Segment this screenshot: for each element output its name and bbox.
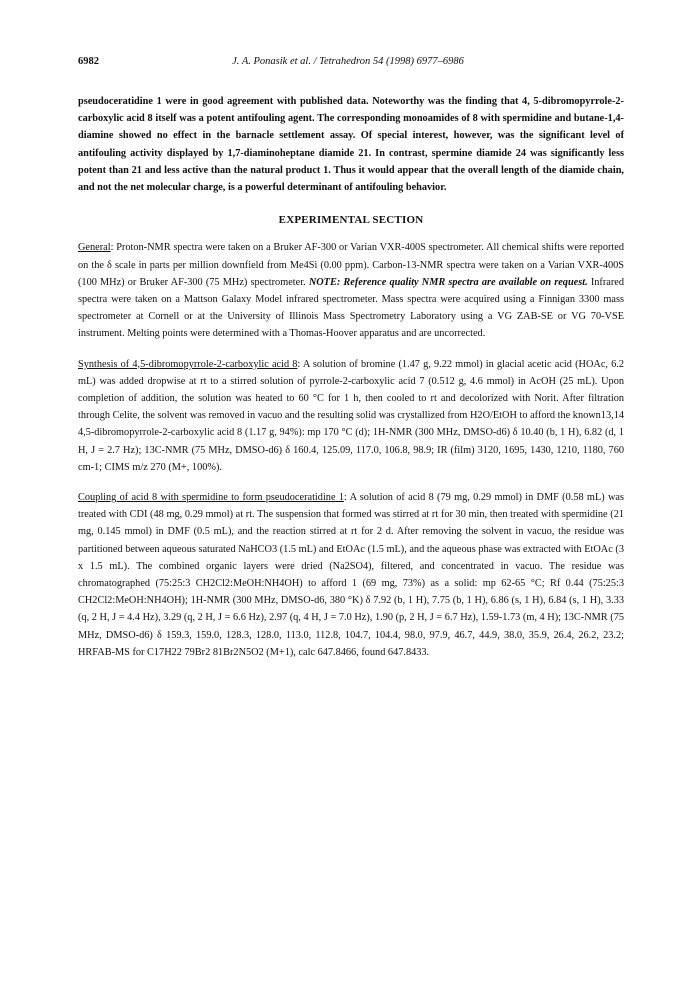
- section-heading: EXPERIMENTAL SECTION: [278, 214, 424, 227]
- coupling-paragraph: [78, 489, 624, 661]
- general-paragraph: [78, 239, 624, 342]
- synthesis-lead: Synthesis of 4,5-dibromopyrrole-2-carboxylic acid 8: [78, 358, 298, 370]
- general-lead: General: [78, 242, 111, 254]
- coupling-text: : A solution of acid 8 (79 mg, 0.29 mmol) in DMF (0.58 mL) was treated with CDI (48 mg, 0.29 mmol) at rt. The suspension that formed was stirred at rt for 30 min, then treated with spermidine (21 mg, 0.145 mmol) in DMF (0.5 mL), and the reaction stirred at rt for 2 d. After removing the solvent in vacuo, the residue was partitioned between aqueous saturated NaHCO3 (1.5 mL) and EtOAc (1.5 mL), and the aqueous phase was extracted with EtOAc (3 x 1.5 mL). The combined organic layers were dried (Na2SO4), filtered, and concentrated in vacuo. The residue was chromatographed (75:25:3 CH2Cl2:MeOH:NH4OH) to afford 1 (69 mg, 73%) as a solid: mp 62-65 °C; Rf 0.44 (75:25:3 CH2Cl2:MeOH:NH4OH); 1H-NMR (300 MHz, DMSO-d6, 380 °K) δ 7.92 (b, 1 H), 7.75 (b, 1 H), 6.86 (s, 1 H), 6.84 (s, 1 H), 3.33 (q, 2 H, J = 4.4 Hz), 3.29 (q, 2 H, J = 6.6 Hz), 2.97 (q, 4 H, J = 7.0 Hz), 1.90 (p, 2 H, J = 6.7 Hz), 1.59-1.73 (m, 4 H); 13C-NMR (75 MHz, DMSO-d6) δ 159.3, 159.0, 128.3, 128.0, 113.0, 112.8, 104.7, 104.4, 98.0, 97.9, 46.7, 44.9, 38.0, 35.9, 26.4, 26.2, 23.2; HRFAB-MS for C17H22 79Br2 81Br2N5O2 (M+1), calc 647.8466, found 647.8433.: [78, 492, 624, 658]
- page-header: [78, 56, 618, 72]
- intro-paragraph: pseudoceratidine 1 were in good agreement with published data. Noteworthy was the finding that 4, 5-dibromopyrrole-2-carboxylic acid 8 itself was a potent antifouling agent. The corresponding monoamides of 8 with spermidine and butane-1,4-diamine showed no effect in the barnacle settlement assay. Of special interest, however, was the significant level of antifouling activity displayed by 1,7-diaminoheptane diamide 21. In contrast, spermine diamide 24 was significantly less potent than 21 and less active than the natural product 1. Thus it would appear that the overall length of the diamide chain, and not the net molecular charge, is a powerful determinant of antifouling behavior.: [78, 96, 624, 194]
- body-text: [78, 93, 624, 674]
- general-text-b: Infrared spectra were taken on a Mattson Galaxy Model infrared spectrometer. Mass spectra were acquired using a Finnigan 3300 mass spectrometer at Cornell or at the University of Illinois Mass Spectrometry Laboratory using a VG ZAB-SE or VG 70-VSE instrument. Melting points were determined with a Thomas-Hoover apparatus and are uncorrected.: [78, 276, 625, 340]
- general-text-a: : Proton-NMR spectra were taken on a Bruker AF-300 or Varian VXR-400S spectrometer. All chemical shifts were reported on the δ scale in parts per million downfield from Me4Si (0.00 ppm). Carbon-13-NMR spectra were taken on a Varian VXR-400S (100 MHz) or Bruker AF-300 (75 MHz) spectrometer.: [78, 242, 624, 288]
- page-number: 6982: [78, 56, 99, 67]
- nmr-note: NOTE: Reference quality NMR spectra are available on request.: [308, 276, 588, 288]
- coupling-lead: Coupling of acid 8 with spermidine to form pseudoceratidine 1: [78, 492, 344, 504]
- synthesis-text: : A solution of bromine (1.47 g, 9.22 mmol) in glacial acetic acid (HOAc, 6.2 mL) was added dropwise at rt to a stirred solution of pyrrole-2-carboxylic acid 7 (0.512 g, 4.6 mmol) in AcOH (25 mL). Upon completion of addition, the solution was heated to 60 °C for 1 h, then cooled to rt and decolorized with Norit. After filtration through Celite, the solvent was removed in vacuo and the resulting solid was crystallized from H2O/EtOH to afford the known13,14 4,5-dibromopyrrole-2-carboxylic acid 8 (1.17 g, 94%): mp 170 °C (d); 1H-NMR (300 MHz, DMSO-d6) δ 10.40 (b, 1 H), 6.82 (d, 1 H, J = 2.7 Hz); 13C-NMR (75 MHz, DMSO-d6) δ 160.4, 125.09, 117.0, 106.8, 98.9; IR (film) 3120, 1695, 1430, 1210, 1180, 760 cm-1; CIMS m/z 270 (M+, 100%).: [78, 358, 625, 473]
- synthesis-paragraph: [78, 356, 624, 476]
- running-head: J. A. Ponasik et al. / Tetrahedron 54 (1998) 6977–6986: [232, 56, 464, 67]
